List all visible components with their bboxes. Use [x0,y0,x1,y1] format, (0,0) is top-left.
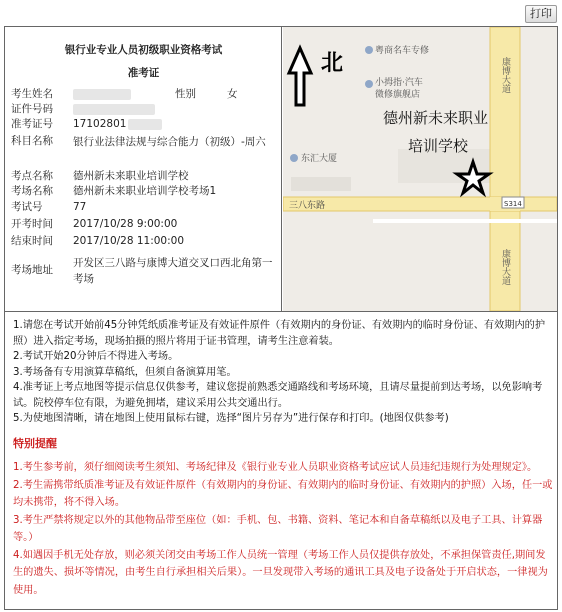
school-label-line1: 德州新未来职业 [383,109,489,127]
instruction-item: 5.为使地图清晰，请在地图上使用鼠标右键，选择“图片另存为”进行保存和打印。(地图仅供参考) [13,413,449,424]
poi-car-label: 粤商名车专修 [375,46,430,56]
end-time-row [11,234,277,249]
reminder-item: 4.如遇因手机无处存放，则必须关闭交由考场工作人员统一管理（考场工作人员仅提供存放处，不承担保管责任,期间发生的遗失、损坏等情况，由考生自行承担相关后果）。一旦发现带入考场的通讯工具及电子设备处于开启状态，一律视为使用。 [13,549,548,596]
name-row [11,87,277,102]
poi-shop-label-1: 小拇指·汽车 [375,78,423,88]
site-row [11,169,277,184]
address-label: 考场地址 [11,264,53,276]
ticket-title: 准考证 [127,67,160,79]
seat-value: 77 [73,201,87,213]
print-button[interactable]: 打印 [525,5,557,23]
site-value: 德州新未来职业培训学校 [73,170,189,182]
end-time-value: 2017/10/28 11:00:00 [73,235,185,247]
instruction-item: 2.考试开始20分钟后不得进入考场。 [13,351,179,362]
ticket-number-label: 准考证号 [11,118,53,130]
gender-value: 女 [227,88,238,100]
subject-row [11,134,277,166]
ticket-top-section [5,27,557,312]
subject-value: 银行业法律法规与综合能力（初级）-周六 [73,136,266,148]
reminder-item: 2.考生需携带纸质准考证及有效证件原件（有效期内的身份证、有效期内的临时身份证、有效期内的护照）入场，任一或均未携带，将不得入场。 [13,479,553,508]
site-label: 考点名称 [11,170,53,182]
sanba-road-label: 三八东路 [289,201,326,211]
ticket-number-row [11,117,277,132]
car-shop-pin-icon [365,46,373,54]
instruction-item: 4.准考证上考点地图等提示信息仅供参考，建议您提前熟悉交通路线和考场环境，且请尽量提前到达考场，以免影响考试。院校停车位有限，为避免拥堵，建议采用公共交通出行。 [13,382,543,409]
start-time-row [11,217,277,232]
address-row [11,255,277,289]
candidate-info-panel [5,27,282,312]
instruction-item: 3.考场备有专用演算草稿纸，但须自备演算用笔。 [13,366,237,378]
map-canvas [283,27,557,311]
reminder-item: 3.考生严禁将规定以外的其他物品带至座位（如：手机、包、书籍、资料、笔记本和自备草稿纸以及电子工具、计算器等。） [13,514,543,543]
id-label: 证件号码 [11,103,53,115]
s314-label: S314 [504,200,522,208]
seat-row [11,200,277,215]
kangbo-road-label-lower: 康博大道 [500,249,510,285]
seat-label: 考试号 [11,201,43,213]
name-value-redacted [73,87,163,102]
room-value: 德州新未来职业培训学校考场1 [73,185,217,197]
special-reminder-list [13,459,553,599]
exam-title: 银行业专业人员初级职业资格考试 [64,44,223,56]
special-reminder-title: 特别提醒 [13,437,57,450]
room-row [11,184,277,199]
poi-dongzheng-label: 东汇大厦 [301,154,338,164]
room-label: 考场名称 [11,185,53,197]
gender-label: 性别 [175,88,196,100]
ticket-number-value: 17102801 [73,117,279,132]
id-row [11,102,277,117]
repair-shop-pin-icon [365,80,373,88]
school-label-line2: 培训学校 [408,137,469,155]
start-time-value: 2017/10/28 9:00:00 [73,218,178,230]
building-pin-icon [290,154,298,162]
id-value-redacted [73,102,279,117]
north-label: 北 [321,51,344,76]
instruction-item: 1.请您在考试开始前45分钟凭纸质准考证及有效证件原件（有效期内的身份证、有效期内的临时身份证、有效期内的护照）进入指定考场，现场拍摄的照片将用于证书管理，请考生注意着装。 [13,320,546,347]
end-time-label: 结束时间 [11,235,53,247]
subject-label: 科目名称 [11,135,53,147]
location-map[interactable] [283,27,557,311]
reminder-item: 1.考生参考前，须仔细阅读考生须知、考场纪律及《银行业专业人员职业资格考试应试人员违纪违规行为处理规定》。 [13,462,538,473]
address-value: 开发区三八路与康博大道交叉口西北角第一考场 [73,257,273,285]
poi-shop-label-2: 微修旗舰店 [375,90,421,100]
admission-ticket [4,26,558,610]
exam-instructions [13,318,553,427]
start-time-label: 开考时间 [11,218,53,230]
name-label: 考生姓名 [11,88,53,100]
kangbo-road-label-upper: 康博大道 [500,57,510,93]
